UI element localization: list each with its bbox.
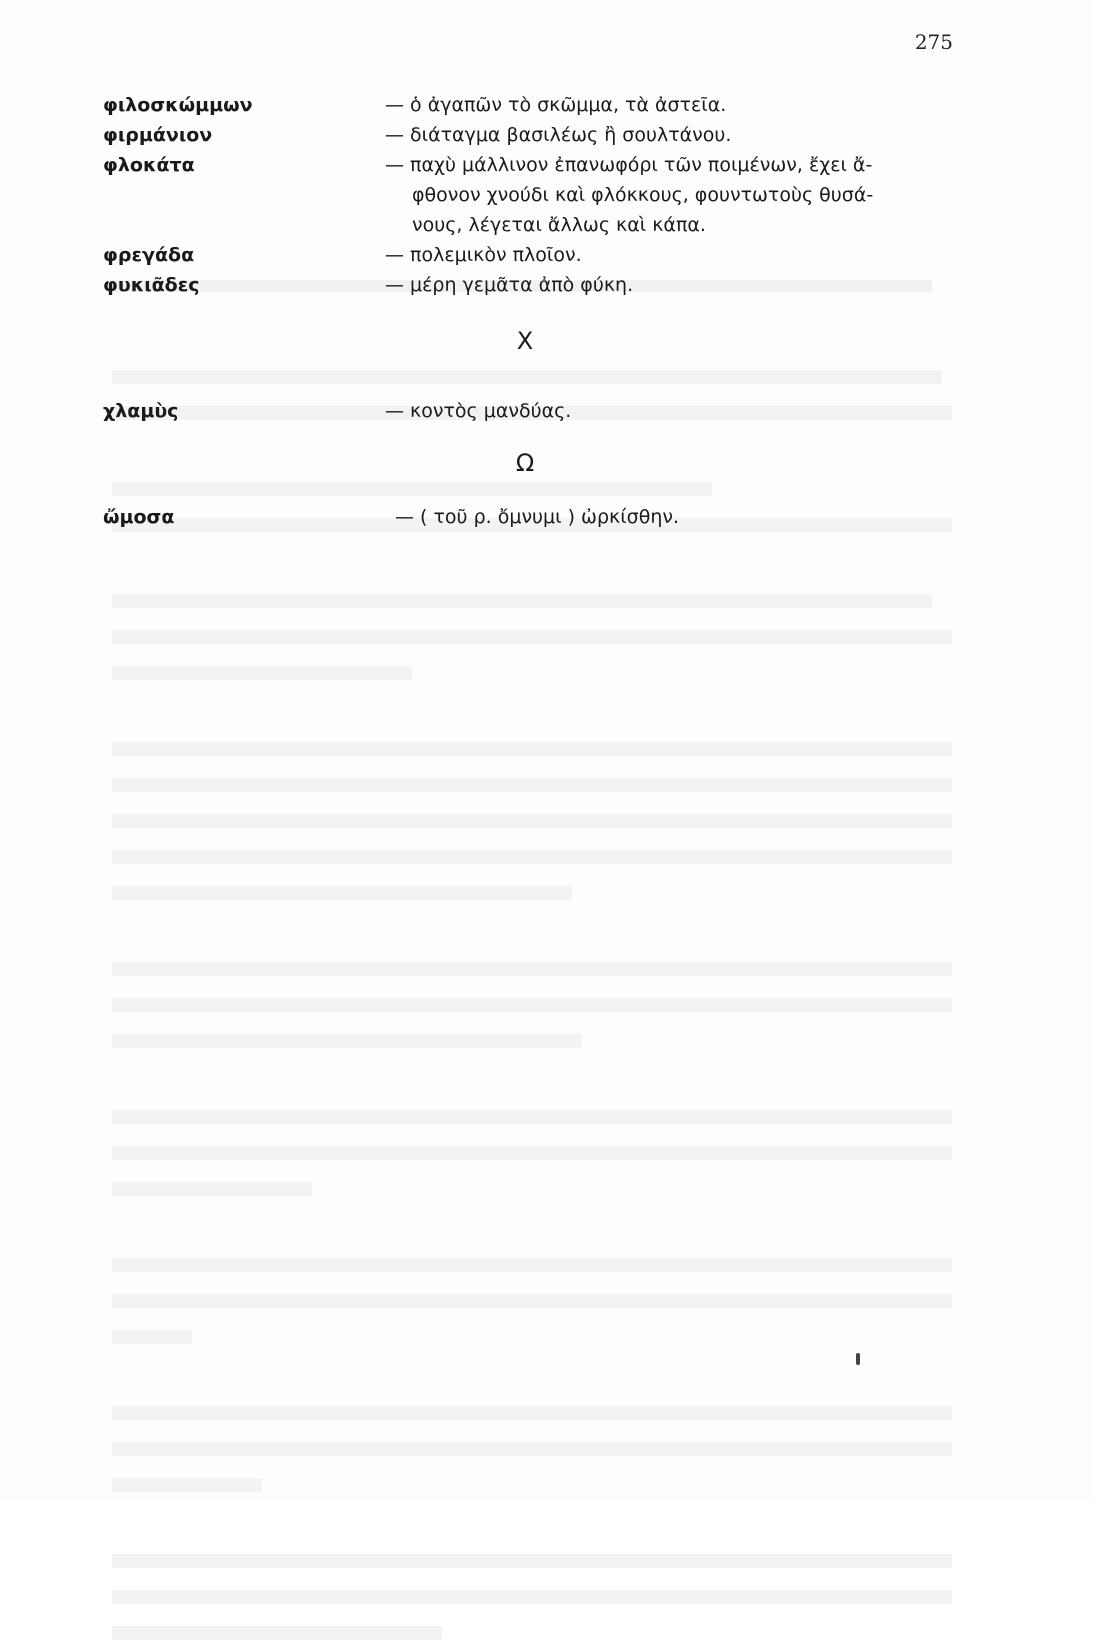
entry-definition <box>385 90 960 120</box>
show-through-bg <box>112 280 962 1360</box>
definition-line: — μέρη γεμᾶτα ἀπὸ φύκη. <box>385 274 634 296</box>
definition-line: — κοντὸς μανδύας. <box>385 400 572 422</box>
definition-line: νους, λέγεται ἄλλως καὶ κάπα. <box>412 214 706 236</box>
entry-definition <box>385 240 960 270</box>
section-heading-chi <box>0 327 1050 355</box>
definition-line: — πολεμικὸν πλοῖον. <box>385 244 582 266</box>
definition-line: φθονον χνούδι καὶ φλόκκους, φουντωτοὺς θυσά- <box>412 184 874 206</box>
definition-line: — ὁ ἀγαπῶν τὸ σκῶμμα, τὰ ἀστεῖα. <box>385 94 727 116</box>
entry-term: φιρμάνιον <box>103 124 213 146</box>
entry-definition <box>395 502 970 532</box>
section-letter: X <box>516 327 534 355</box>
entry-term: φλοκάτα <box>103 154 195 176</box>
entry-term: φρεγάδα <box>103 244 195 266</box>
definition-line: — διάταγμα βασιλέως ἢ σουλτάνου. <box>385 124 732 146</box>
section-heading-omega <box>0 449 1050 477</box>
page-number: 275 <box>914 30 953 54</box>
entry-definition <box>385 270 960 300</box>
entry-term: φυκιᾶδες <box>103 274 200 296</box>
entry-term: ὤμοσα <box>103 506 175 528</box>
definition-line: — παχὺ μάλλινον ἐπανωφόρι τῶν ποιμένων, ἔχει ἄ- <box>385 154 873 176</box>
entry-definition <box>385 120 960 150</box>
entry-definition <box>385 396 960 426</box>
entry-term: φιλοσκώμμων <box>103 94 253 116</box>
section-letter: Ω <box>515 449 535 477</box>
definition-line: — ( τοῦ ρ. ὄμνυμι ) ὠρκίσθην. <box>395 506 680 528</box>
ink-speck <box>856 1353 860 1365</box>
entry-term: χλαμὺς <box>103 400 179 422</box>
entry-definition <box>385 150 960 240</box>
